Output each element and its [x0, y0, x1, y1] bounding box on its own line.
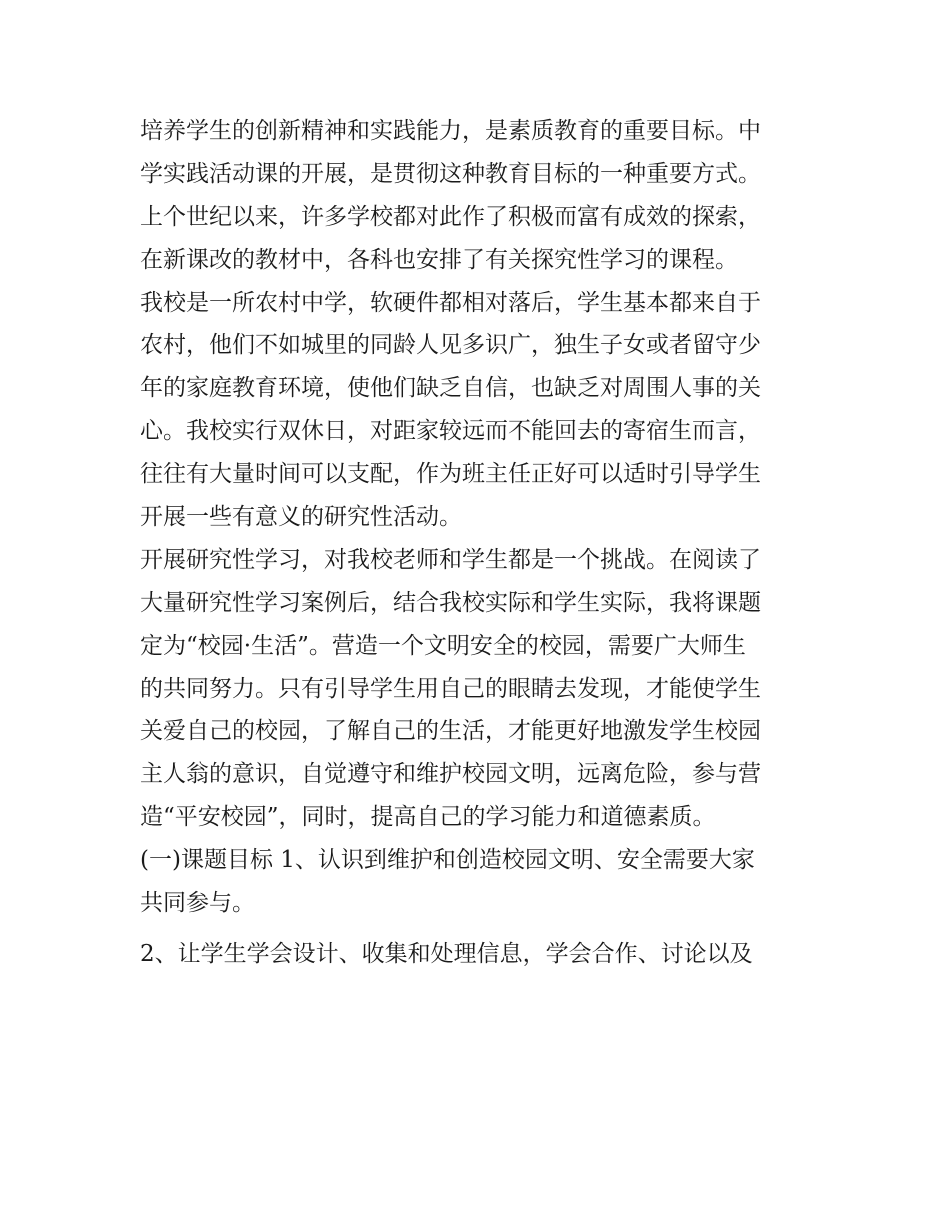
text-line: 上个世纪以来，许多学校都对此作了积极而富有成效的探索，	[140, 203, 761, 230]
text-line: 学实践活动课的开展，是贯彻这种教育目标的一种重要方式。	[140, 160, 761, 187]
text-line: (一)课题目标 1、认识到维护和创造校园文明、安全需要大家	[140, 847, 755, 874]
text-line: 2、让学生学会设计、收集和处理信息，学会合作、讨论以及	[140, 940, 753, 967]
text-line: 年的家庭教育环境，使他们缺乏自信，也缺乏对周围人事的关	[140, 375, 761, 402]
text-line: 大量研究性学习案例后，结合我校实际和学生实际，我将课题	[140, 589, 761, 616]
text-line: 主人翁的意识，自觉遵守和维护校园文明，远离危险，参与营	[140, 761, 761, 788]
text-line: 开展一些有意义的研究性活动。	[140, 504, 462, 531]
text-line: 共同参与。	[140, 890, 255, 917]
text-line: 我校是一所农村中学，软硬件都相对落后，学生基本都来自于	[140, 289, 761, 316]
text-line: 关爱自己的校园，了解自己的生活，才能更好地激发学生校园	[140, 718, 761, 745]
text-line: 心。我校实行双休日，对距家较远而不能回去的寄宿生而言，	[140, 418, 761, 445]
text-line: 的共同努力。只有引导学生用自己的眼睛去发现，才能使学生	[140, 675, 761, 702]
body-text	[140, 110, 820, 976]
text-line: 往往有大量时间可以支配，作为班主任正好可以适时引导学生	[140, 461, 761, 488]
text-line: 定为“校园·生活”。营造一个文明安全的校园，需要广大师生	[140, 632, 746, 659]
text-line: 造“平安校园”，同时，提高自己的学习能力和道德素质。	[140, 804, 716, 831]
text-line: 农村，他们不如城里的同龄人见多识广，独生子女或者留守少	[140, 332, 761, 359]
text-line: 开展研究性学习，对我校老师和学生都是一个挑战。在阅读了	[140, 546, 761, 573]
text-line: 培养学生的创新精神和实践能力，是素质教育的重要目标。中	[140, 118, 761, 144]
text-line: 在新课改的教材中，各科也安排了有关探究性学习的课程。	[140, 246, 738, 273]
